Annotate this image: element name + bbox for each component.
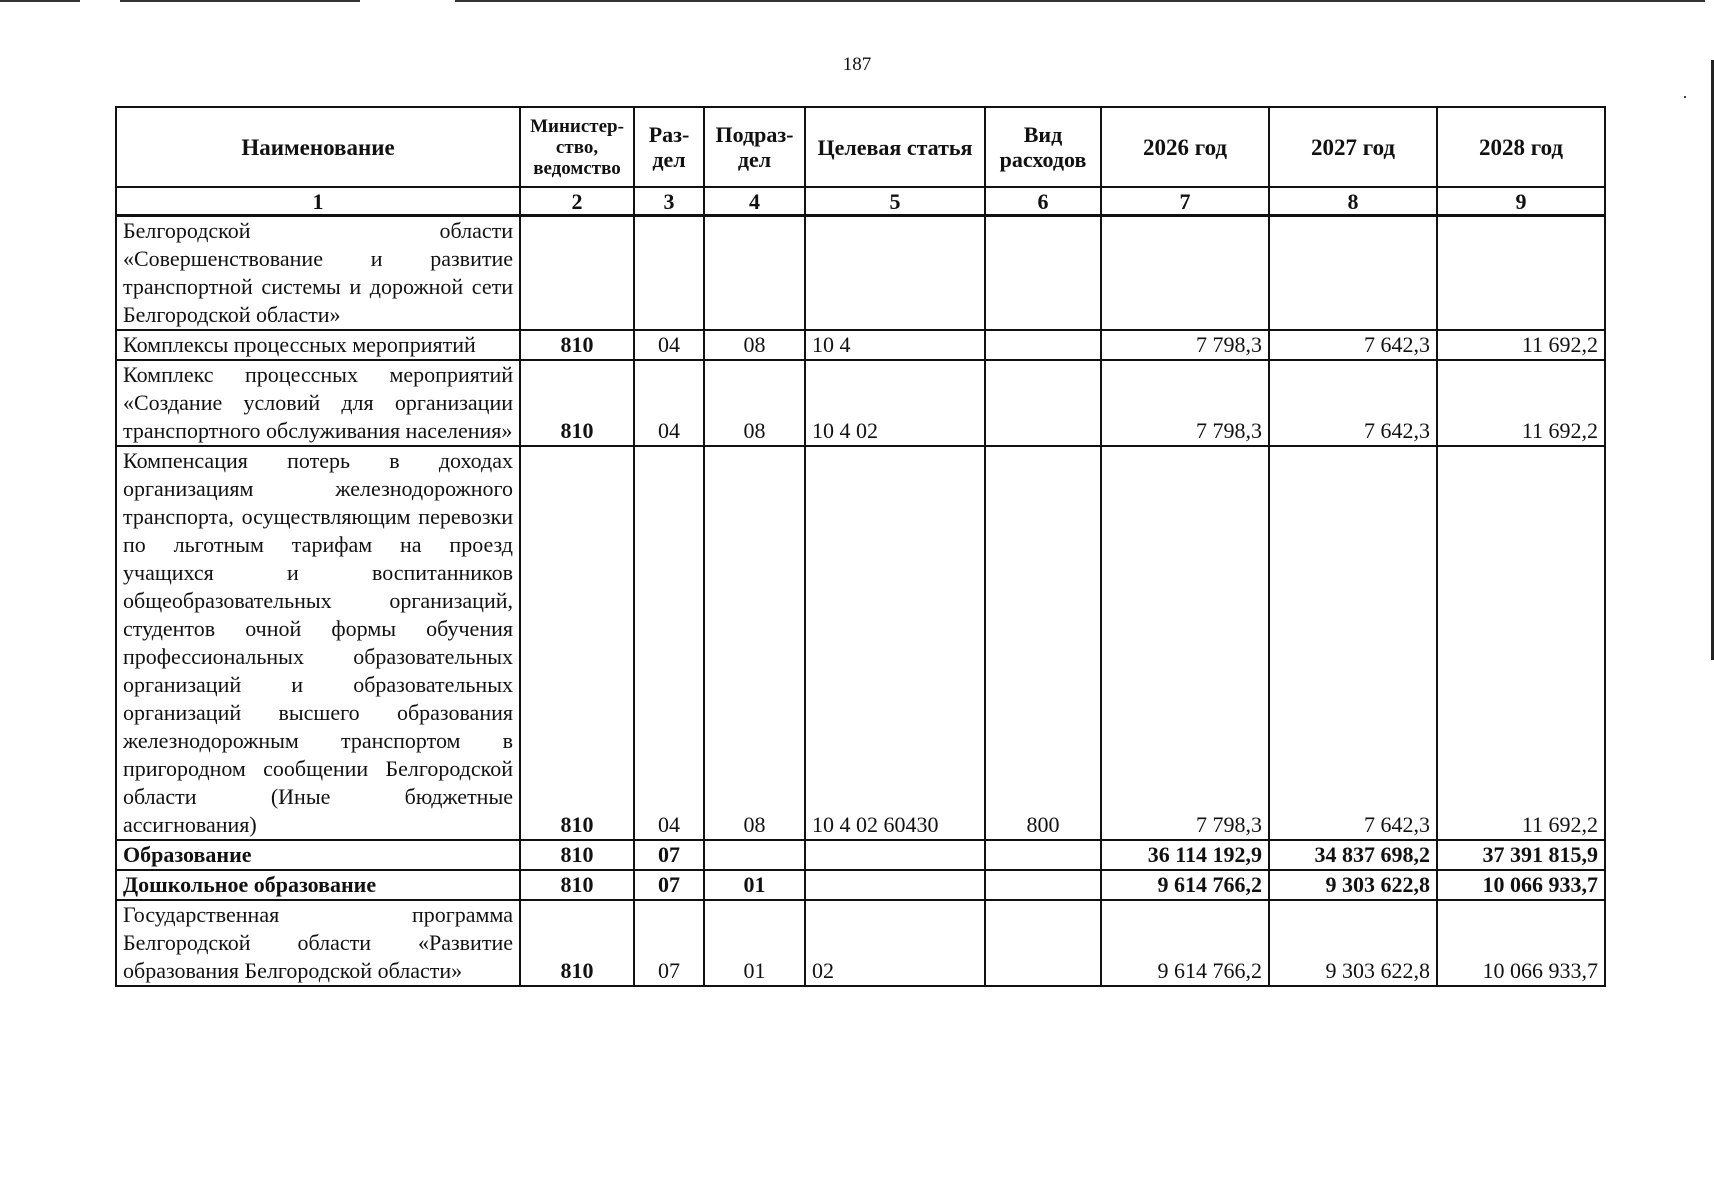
- column-number-row: [116, 187, 1605, 216]
- header-ministry: Министер-ство, ведомство: [520, 107, 634, 187]
- column-number: 7: [1101, 187, 1269, 216]
- column-number: 8: [1269, 187, 1437, 216]
- header-expense-type: Вид расходов: [985, 107, 1101, 187]
- row-2026: 7 798,3: [1101, 446, 1269, 840]
- column-number: 6: [985, 187, 1101, 216]
- row-expense-type: [985, 840, 1101, 870]
- row-2027: [1269, 216, 1437, 331]
- row-2027: 9 303 622,8: [1269, 870, 1437, 900]
- row-name: Компенсация потерь в доходах организациям железнодорожного транспорта, осуществляющим перевозки по льготным тарифам на проезд учащихся и воспитанников общеобразовательных организаций, студентов очной формы обучения профессиональных образовательных организаций и образовательных организаций высшего образования железнодорожным транспортом в пригородном сообщении Белгородской области (Иные бюджетные ассигнования): [116, 446, 520, 840]
- header-row: [116, 107, 1605, 187]
- row-section: 07: [634, 840, 704, 870]
- row-section: [634, 216, 704, 331]
- header-2027: 2027 год: [1269, 107, 1437, 187]
- row-ministry: 810: [520, 360, 634, 446]
- row-expense-type: [985, 870, 1101, 900]
- row-section: 04: [634, 446, 704, 840]
- row-expense-type: [985, 330, 1101, 360]
- row-ministry: 810: [520, 446, 634, 840]
- row-expense-type: [985, 216, 1101, 331]
- row-ministry: 810: [520, 330, 634, 360]
- table-row: [116, 446, 1605, 840]
- row-2026: [1101, 216, 1269, 331]
- row-2027: 7 642,3: [1269, 330, 1437, 360]
- row-2026: 36 114 192,9: [1101, 840, 1269, 870]
- row-ministry: 810: [520, 870, 634, 900]
- row-section: 04: [634, 330, 704, 360]
- row-2026: 9 614 766,2: [1101, 870, 1269, 900]
- row-subsection: 08: [704, 360, 805, 446]
- row-name: Образование: [116, 840, 520, 870]
- row-subsection: 01: [704, 900, 805, 986]
- column-number: 2: [520, 187, 634, 216]
- header-2028: 2028 год: [1437, 107, 1605, 187]
- header-2026: 2026 год: [1101, 107, 1269, 187]
- row-name: Дошкольное образование: [116, 870, 520, 900]
- row-target: [805, 870, 985, 900]
- scan-edge-line: [120, 0, 360, 2]
- row-subsection: 08: [704, 446, 805, 840]
- row-2028: 10 066 933,7: [1437, 870, 1605, 900]
- row-2027: 7 642,3: [1269, 446, 1437, 840]
- row-ministry: [520, 216, 634, 331]
- row-2026: 7 798,3: [1101, 360, 1269, 446]
- row-2028: 11 692,2: [1437, 330, 1605, 360]
- row-2027: 34 837 698,2: [1269, 840, 1437, 870]
- row-name: Белгородской области «Совершенствование и развитие транспортной системы и дорожной сети Белгородской области»: [116, 216, 520, 331]
- column-number: 1: [116, 187, 520, 216]
- row-section: 07: [634, 870, 704, 900]
- row-subsection: [704, 216, 805, 331]
- row-2028: 11 692,2: [1437, 360, 1605, 446]
- header-subsection: Подраз-дел: [704, 107, 805, 187]
- row-name: Государственная программа Белгородской области «Развитие образования Белгородской области»: [116, 900, 520, 986]
- column-number: 5: [805, 187, 985, 216]
- row-2027: 7 642,3: [1269, 360, 1437, 446]
- row-name: Комплекс процессных мероприятий «Создание условий для организации транспортного обслуживания населения»: [116, 360, 520, 446]
- header-target: Целевая статья: [805, 107, 985, 187]
- row-ministry: 810: [520, 900, 634, 986]
- row-expense-type: [985, 900, 1101, 986]
- column-number: 4: [704, 187, 805, 216]
- row-2027: 9 303 622,8: [1269, 900, 1437, 986]
- table-row: [116, 216, 1605, 331]
- row-target: [805, 216, 985, 331]
- row-subsection: 01: [704, 870, 805, 900]
- row-subsection: [704, 840, 805, 870]
- row-section: 07: [634, 900, 704, 986]
- header-section: Раз-дел: [634, 107, 704, 187]
- row-2028: [1437, 216, 1605, 331]
- row-ministry: 810: [520, 840, 634, 870]
- row-2026: 9 614 766,2: [1101, 900, 1269, 986]
- table-row: [116, 900, 1605, 986]
- row-target: 10 4 02: [805, 360, 985, 446]
- table-row: [116, 330, 1605, 360]
- row-subsection: 08: [704, 330, 805, 360]
- row-section: 04: [634, 360, 704, 446]
- row-2028: 37 391 815,9: [1437, 840, 1605, 870]
- row-expense-type: [985, 360, 1101, 446]
- column-number: 3: [634, 187, 704, 216]
- header-name: Наименование: [116, 107, 520, 187]
- row-target: [805, 840, 985, 870]
- page-number: 187: [842, 54, 872, 75]
- row-target: 02: [805, 900, 985, 986]
- budget-table: [115, 106, 1606, 987]
- row-target: 10 4: [805, 330, 985, 360]
- column-number: 9: [1437, 187, 1605, 216]
- row-target: 10 4 02 60430: [805, 446, 985, 840]
- table-row: [116, 870, 1605, 900]
- table-row: [116, 360, 1605, 446]
- row-name: Комплексы процессных мероприятий: [116, 330, 520, 360]
- scan-edge-line: [0, 0, 80, 2]
- scan-edge-line: [455, 0, 1705, 2]
- row-2028: 11 692,2: [1437, 446, 1605, 840]
- row-expense-type: 800: [985, 446, 1101, 840]
- row-2028: 10 066 933,7: [1437, 900, 1605, 986]
- row-2026: 7 798,3: [1101, 330, 1269, 360]
- table-row: [116, 840, 1605, 870]
- scan-speck: [1684, 96, 1686, 98]
